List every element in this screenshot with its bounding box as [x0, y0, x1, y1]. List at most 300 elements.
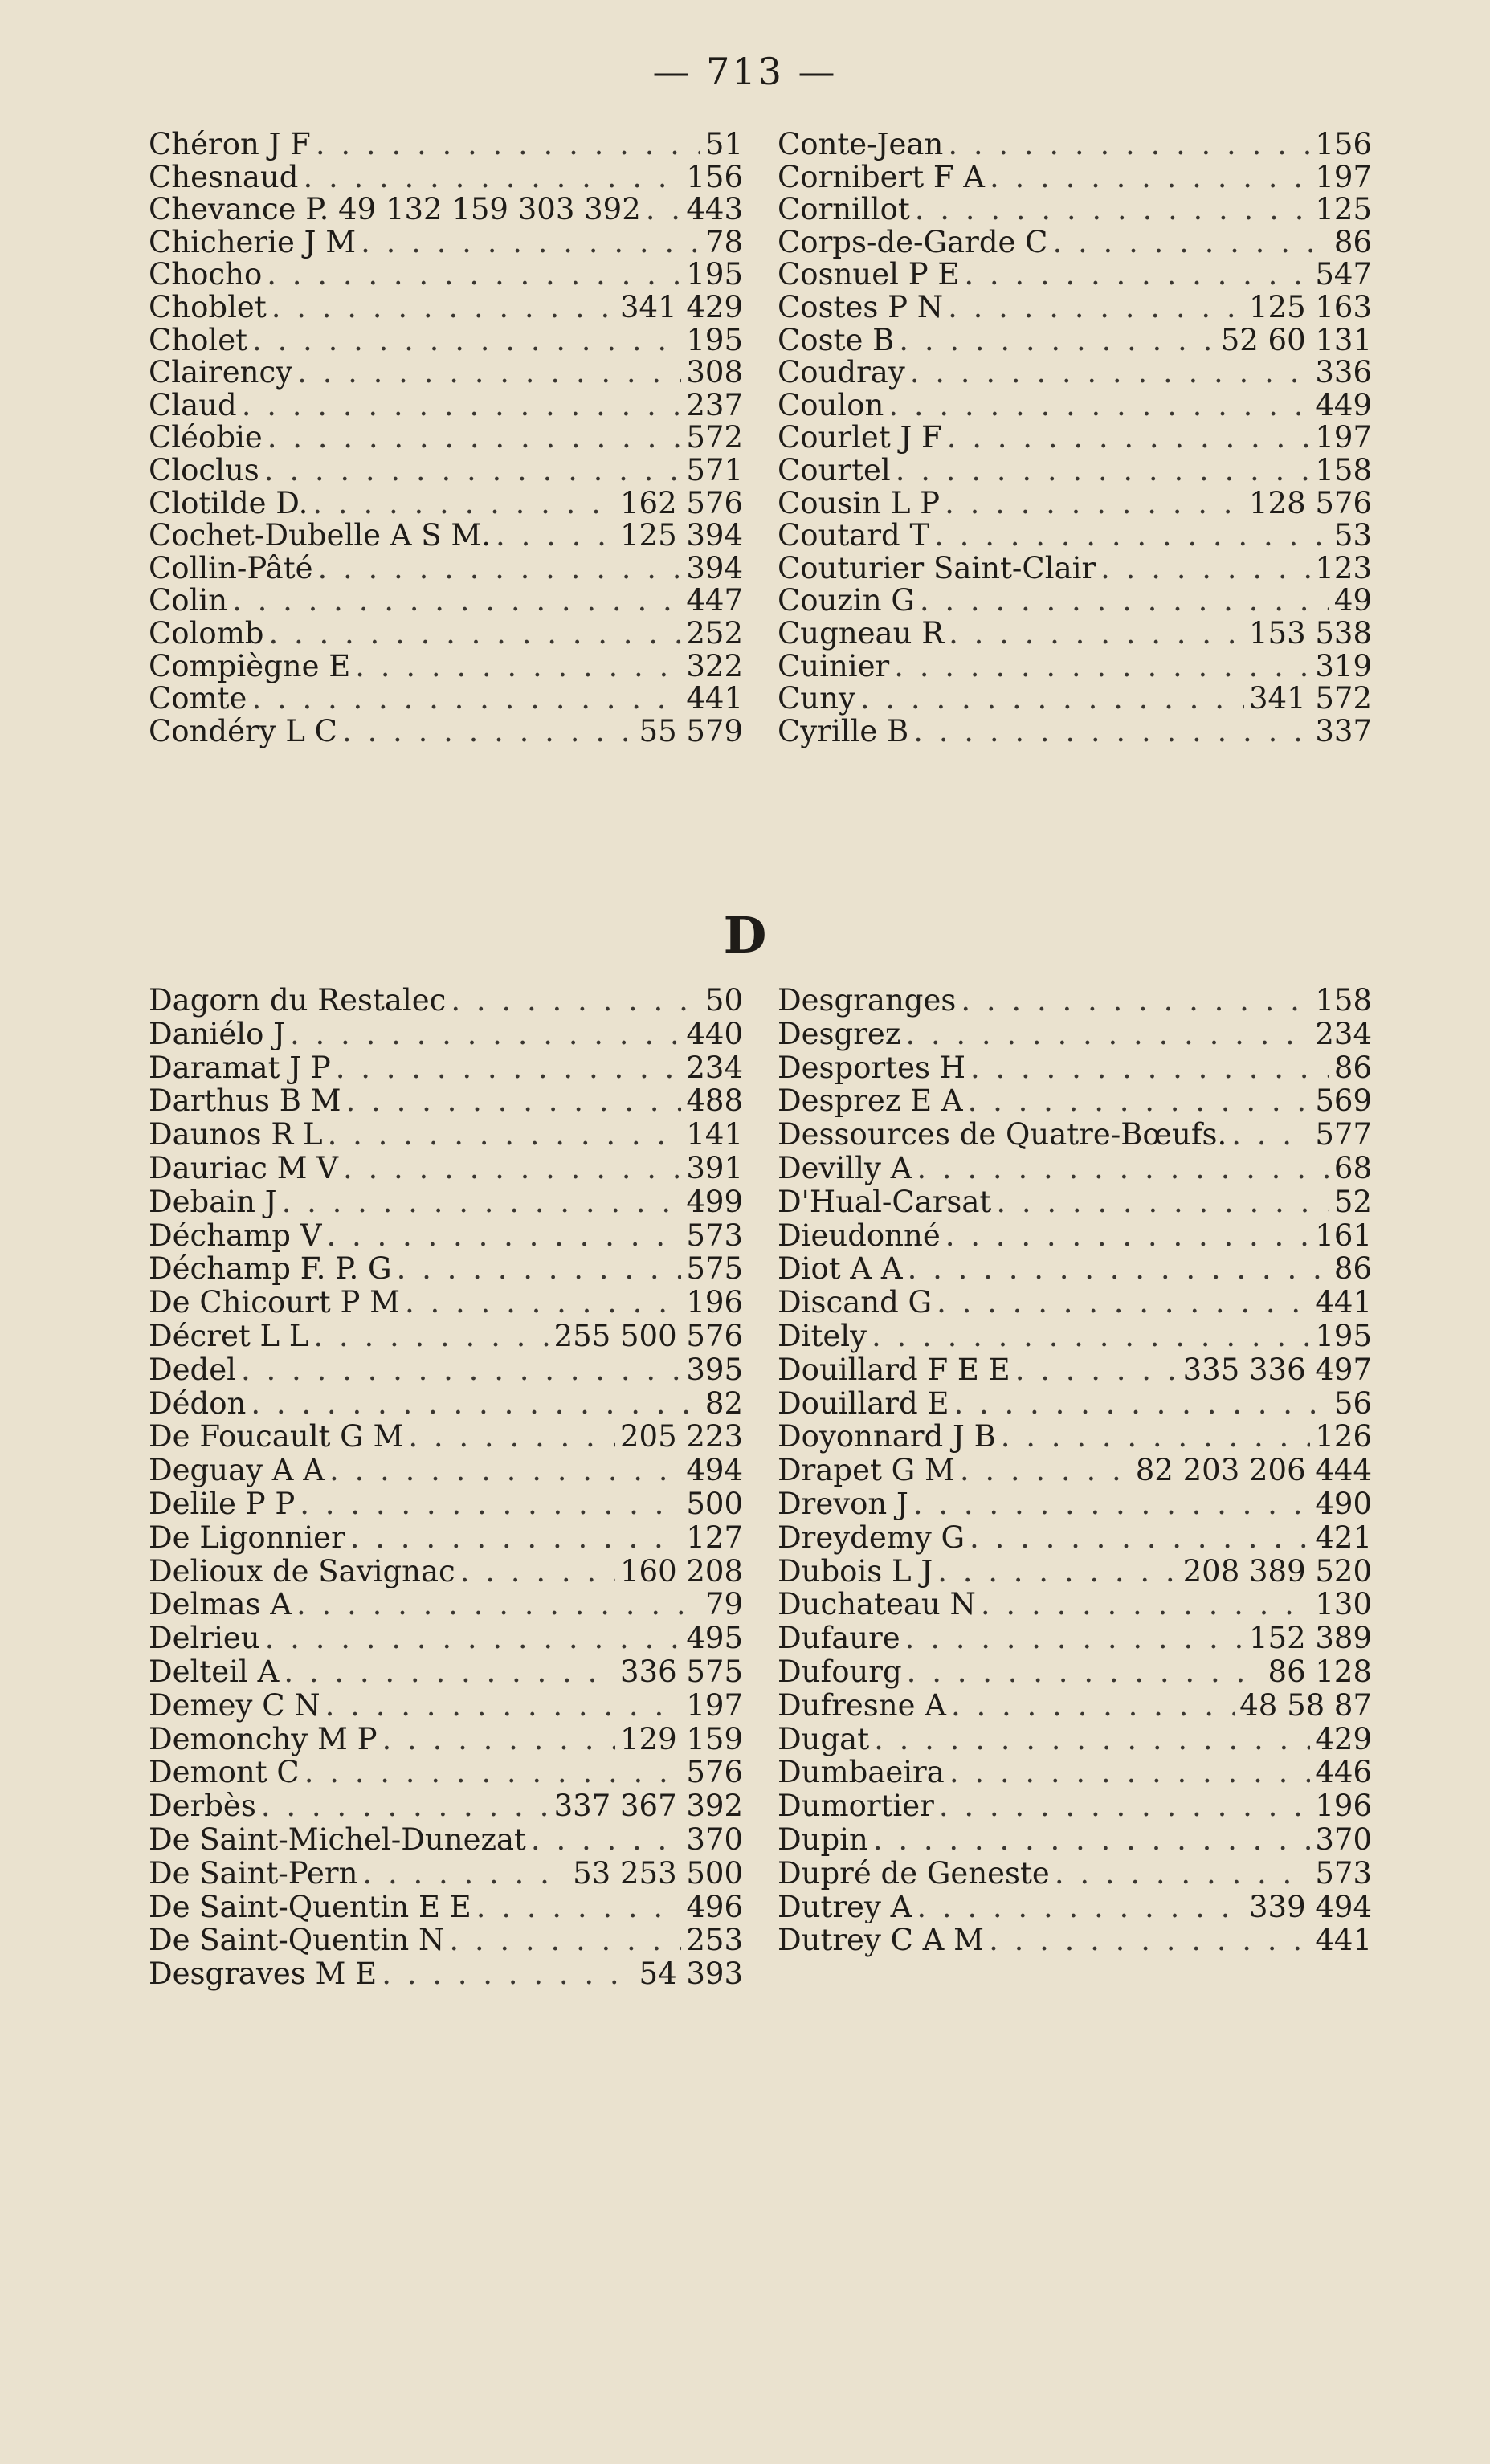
index-entry	[149, 487, 743, 520]
dot-leader	[350, 1521, 682, 1555]
dot-leader	[449, 1923, 681, 1957]
entry-pages: 152 389	[1248, 1622, 1372, 1655]
index-entry	[778, 1252, 1372, 1286]
dot-leader	[970, 1521, 1310, 1555]
entry-name: Cuinier	[778, 650, 890, 683]
dot-leader	[872, 1320, 1310, 1353]
index-entry	[149, 1823, 743, 1857]
entry-pages: 197	[686, 1688, 743, 1723]
dot-leader	[913, 716, 1310, 749]
entry-name: Desportes H	[778, 1050, 965, 1085]
entry-pages: 78	[704, 226, 743, 259]
index-entry	[149, 357, 743, 390]
dot-leader	[907, 1655, 1263, 1689]
dot-leader	[908, 1252, 1329, 1286]
index-entry	[149, 716, 743, 749]
entry-pages: 252	[686, 617, 743, 651]
entry-pages: 197	[1315, 161, 1372, 194]
index-entry	[149, 1084, 743, 1118]
entry-name: Dufourg	[778, 1654, 902, 1689]
dot-leader	[916, 1152, 1329, 1185]
index-entry	[778, 194, 1372, 226]
entry-pages: 127	[686, 1520, 743, 1555]
index-entry	[149, 585, 743, 618]
index-entry	[778, 226, 1372, 259]
entry-name: Discand G	[778, 1286, 933, 1320]
dot-leader	[496, 520, 615, 553]
entry-pages: 197	[1315, 422, 1372, 455]
dot-leader	[405, 1286, 681, 1320]
index-entry	[778, 1857, 1372, 1891]
index-entry	[778, 1487, 1372, 1521]
entry-pages: 128 576	[1248, 487, 1372, 520]
index-entry	[778, 1655, 1372, 1689]
entry-pages: 341 429	[619, 291, 743, 324]
section-letter: D	[723, 906, 767, 965]
dot-leader	[325, 1689, 682, 1723]
dot-leader	[397, 1252, 682, 1286]
dot-leader	[268, 618, 681, 651]
index-entry	[149, 1622, 743, 1655]
dot-leader	[313, 1320, 549, 1353]
entry-name: Déchamp F. P. G	[149, 1252, 392, 1287]
entry-pages: 54 393	[639, 1957, 743, 1991]
dot-leader	[361, 226, 700, 259]
entry-pages: 496	[686, 1890, 743, 1924]
dot-leader	[945, 1219, 1311, 1253]
entry-name: Chesnaud	[149, 161, 299, 194]
entry-pages: 441	[1315, 1923, 1372, 1958]
index-entry	[778, 1588, 1372, 1622]
dot-leader	[382, 1723, 615, 1756]
entry-pages: 569	[1315, 1084, 1372, 1119]
entry-name: Coutard T	[778, 520, 930, 553]
index-entry	[149, 1756, 743, 1789]
entry-name: Dumortier	[778, 1789, 934, 1823]
entry-name: Douillard E	[778, 1386, 949, 1421]
dot-leader	[970, 1051, 1329, 1085]
entry-name: Chéron J F	[149, 129, 311, 161]
dot-leader	[408, 1420, 615, 1454]
entry-name: Delioux de Savignac	[149, 1554, 455, 1589]
entry-pages: 370	[686, 1822, 743, 1857]
index-entry	[149, 1118, 743, 1152]
dot-leader	[961, 984, 1310, 1018]
entry-name: Derbès	[149, 1789, 256, 1823]
index-entry	[149, 1387, 743, 1421]
entry-pages: 56	[1333, 1386, 1372, 1421]
dot-leader	[916, 1891, 1244, 1924]
entry-pages: 125	[1315, 194, 1372, 226]
dot-leader	[317, 553, 681, 585]
entry-name: Desgrez	[778, 1017, 901, 1051]
entry-pages: 577	[1315, 1118, 1372, 1152]
entry-name: Delteil A	[149, 1654, 280, 1689]
entry-name: Daramat J P	[149, 1050, 331, 1085]
entry-pages: 441	[686, 683, 743, 716]
entry-name: Costes P N	[778, 291, 944, 324]
entry-pages: 494	[686, 1454, 743, 1487]
entry-name: Dauriac M V	[149, 1151, 338, 1185]
entry-name: Dumbaeira	[778, 1756, 945, 1790]
entry-name: De Chicourt P M	[149, 1286, 400, 1320]
entry-name: Couzin G	[778, 585, 915, 618]
dot-leader	[232, 585, 681, 618]
entry-pages: 335 336 497	[1182, 1352, 1372, 1387]
index-entry	[778, 357, 1372, 390]
entry-pages: 337	[1315, 715, 1372, 749]
dot-leader	[328, 1118, 682, 1152]
index-entry	[149, 683, 743, 716]
index-entry	[149, 1555, 743, 1589]
entry-name: Comte	[149, 683, 247, 716]
entry-pages: 195	[1315, 1319, 1372, 1353]
dot-leader	[271, 292, 615, 324]
dot-leader	[303, 161, 681, 194]
index-entry	[149, 618, 743, 651]
index-entry	[149, 1185, 743, 1219]
entry-pages: 86 128	[1268, 1654, 1372, 1689]
entry-pages: 86	[1333, 1252, 1372, 1287]
entry-pages: 336 575	[619, 1654, 743, 1689]
entry-pages: 488	[686, 1084, 743, 1119]
entry-name: Compiègne E	[149, 650, 351, 683]
index-entry	[778, 1555, 1372, 1589]
entry-pages: 52	[1333, 1185, 1372, 1219]
dot-leader	[905, 1018, 1310, 1051]
index-entry	[778, 1454, 1372, 1487]
index-entry	[778, 683, 1372, 716]
dot-leader	[304, 1756, 682, 1789]
entry-name: Déchamp V	[149, 1218, 322, 1253]
entry-pages: 573	[1315, 1856, 1372, 1891]
entry-name: Collin-Pâté	[149, 552, 313, 585]
index-entry	[778, 324, 1372, 357]
dot-leader	[964, 259, 1310, 292]
dot-leader	[336, 1051, 682, 1085]
index-entry	[778, 1387, 1372, 1421]
entry-pages: 82	[704, 1386, 743, 1421]
entry-name: De Saint-Quentin N	[149, 1923, 445, 1958]
dot-leader	[646, 194, 682, 226]
dot-leader	[860, 683, 1244, 716]
entry-pages: 162 576	[619, 487, 743, 520]
dot-leader	[949, 1756, 1311, 1789]
index-entry	[778, 618, 1372, 651]
index-entry	[778, 422, 1372, 455]
entry-pages: 575	[686, 1252, 743, 1287]
entry-name: De Saint-Pern	[149, 1856, 358, 1891]
index-entry	[778, 1789, 1372, 1823]
index-entry	[778, 1018, 1372, 1051]
entry-name: Doyonnard J B	[778, 1420, 996, 1454]
dot-leader	[910, 357, 1311, 390]
entry-pages: 195	[686, 324, 743, 357]
entry-name: Daniélo J	[149, 1017, 285, 1051]
entry-pages: 449	[1315, 389, 1372, 422]
entry-pages: 443	[686, 194, 743, 226]
entry-name: Daunos R L	[149, 1118, 323, 1152]
entry-pages: 49	[1333, 585, 1372, 618]
entry-name: Dédon	[149, 1386, 247, 1421]
dot-leader	[934, 520, 1329, 553]
dot-leader	[460, 1555, 615, 1589]
entry-pages: 158	[1315, 984, 1372, 1018]
dot-leader	[1055, 1857, 1311, 1891]
entry-pages: 205 223	[619, 1420, 743, 1454]
entry-name: Deguay A A	[149, 1454, 325, 1487]
index-entry	[778, 1118, 1372, 1152]
entry-pages: 86	[1333, 226, 1372, 259]
dot-leader	[945, 487, 1244, 520]
dot-leader	[261, 1789, 549, 1823]
dot-leader	[873, 1823, 1311, 1857]
entry-pages: 395	[686, 1352, 743, 1387]
index-entry	[149, 161, 743, 194]
entry-pages: 156	[1315, 129, 1372, 161]
index-entry	[778, 1823, 1372, 1857]
entry-pages: 196	[686, 1286, 743, 1320]
dot-leader	[265, 1622, 682, 1655]
entry-name: Desgraves M E	[149, 1957, 378, 1991]
dot-leader	[968, 1084, 1311, 1118]
entry-pages: 499	[686, 1185, 743, 1219]
dot-leader	[346, 1084, 682, 1118]
dot-leader	[343, 1152, 681, 1185]
entry-name: Darthus B M	[149, 1084, 341, 1119]
index-entry	[778, 1185, 1372, 1219]
entry-name: Dagorn du Restalec	[149, 984, 447, 1018]
entry-pages: 547	[1315, 259, 1372, 292]
dot-leader	[953, 1387, 1329, 1421]
dot-leader	[948, 292, 1244, 324]
entry-pages: 195	[686, 259, 743, 292]
entry-pages: 337 367 392	[553, 1789, 743, 1823]
index-entry	[149, 1857, 743, 1891]
index-entry	[778, 1891, 1372, 1924]
dot-leader	[355, 651, 681, 683]
entry-name: Debain J	[149, 1185, 277, 1219]
entry-name: Douillard F E E	[778, 1352, 1010, 1387]
dot-leader	[1001, 1420, 1311, 1454]
entry-name: Dufaure	[778, 1622, 900, 1655]
index-entry	[149, 1286, 743, 1320]
index-entry	[149, 1521, 743, 1555]
entry-name: Dutrey C A M	[778, 1923, 985, 1958]
entry-name: Dieudonné	[778, 1218, 941, 1253]
entry-name: Drapet G M	[778, 1454, 955, 1487]
index-entry	[149, 1891, 743, 1924]
dot-leader	[996, 1185, 1329, 1219]
index-entry	[149, 1219, 743, 1253]
entry-name: Desgranges	[778, 984, 957, 1018]
index-entry	[778, 1152, 1372, 1185]
entry-pages: 130	[1315, 1588, 1372, 1622]
index-entry	[778, 1420, 1372, 1454]
dot-leader	[284, 1655, 615, 1689]
dot-leader	[476, 1891, 682, 1924]
entry-name: Clotilde D.	[149, 487, 308, 520]
index-entry	[778, 1723, 1372, 1756]
entry-pages: 53 253 500	[573, 1856, 743, 1891]
entry-pages: 308	[686, 357, 743, 390]
dot-leader	[960, 1454, 1131, 1487]
entry-pages: 79	[704, 1588, 743, 1622]
entry-name: Duchateau N	[778, 1588, 976, 1622]
index-entry	[149, 1487, 743, 1521]
entry-pages: 500	[686, 1487, 743, 1521]
index-column-d-left	[149, 984, 743, 1991]
entry-pages: 429	[1315, 1722, 1372, 1756]
entry-name: Diot A A	[778, 1252, 903, 1287]
dot-leader	[1015, 1353, 1178, 1387]
entry-pages: 129 159	[619, 1722, 743, 1756]
entry-name: Cousin L P	[778, 487, 941, 520]
entry-pages: 160 208	[619, 1554, 743, 1589]
dot-leader	[948, 129, 1310, 161]
dot-leader	[251, 1387, 700, 1421]
entry-name: Devilly A	[778, 1151, 912, 1185]
dot-leader	[920, 585, 1329, 618]
dot-leader	[326, 1219, 681, 1253]
entry-name: Demey C N	[149, 1688, 320, 1723]
dot-leader	[251, 683, 681, 716]
dot-leader	[342, 716, 635, 749]
dot-leader	[267, 259, 681, 292]
entry-pages: 82 203 206 444	[1135, 1454, 1372, 1487]
entry-pages: 126	[1315, 1420, 1372, 1454]
entry-pages: 68	[1333, 1151, 1372, 1185]
index-entry	[149, 1320, 743, 1353]
index-entry	[149, 292, 743, 324]
index-entry	[149, 1018, 743, 1051]
dot-leader	[290, 1018, 681, 1051]
index-entry	[778, 1521, 1372, 1555]
entry-name: Coste B	[778, 324, 895, 357]
entry-name: Dutrey A	[778, 1890, 912, 1924]
entry-name: Dupin	[778, 1822, 868, 1857]
entry-name: Ditely	[778, 1319, 867, 1353]
dot-leader	[382, 1957, 634, 1991]
entry-name: Demont C	[149, 1756, 300, 1790]
entry-name: Coulon	[778, 389, 884, 422]
entry-pages: 394	[686, 552, 743, 585]
entry-pages: 234	[1315, 1017, 1372, 1051]
entry-name: Cléobie	[149, 422, 263, 455]
index-entry	[778, 1689, 1372, 1723]
index-entry	[149, 1957, 743, 1991]
index-entry	[149, 1252, 743, 1286]
dot-leader	[913, 1487, 1311, 1521]
index-entry	[149, 1454, 743, 1487]
dot-leader	[951, 1689, 1235, 1723]
dot-leader	[267, 422, 682, 455]
dot-leader	[264, 455, 682, 487]
entry-name: De Foucault G M	[149, 1420, 404, 1454]
entry-name: Dubois L J	[778, 1554, 933, 1589]
index-entry	[149, 553, 743, 585]
entry-pages: 370	[1315, 1822, 1372, 1857]
entry-pages: 576	[686, 1756, 743, 1790]
dot-leader	[329, 1454, 681, 1487]
entry-pages: 495	[686, 1622, 743, 1655]
dot-leader	[990, 161, 1310, 194]
index-entry	[149, 1789, 743, 1823]
index-entry	[149, 422, 743, 455]
index-entry	[149, 984, 743, 1018]
index-entry	[149, 259, 743, 292]
entry-pages: 52 60 131	[1220, 324, 1372, 357]
entry-pages: 490	[1315, 1487, 1372, 1521]
entry-pages: 55 579	[639, 715, 743, 749]
entry-name: Courtel	[778, 454, 891, 487]
index-entry	[778, 1286, 1372, 1320]
entry-name: Corps-de-Garde C	[778, 226, 1048, 259]
entry-pages: 572	[686, 422, 743, 455]
dot-leader	[947, 422, 1311, 455]
dot-leader	[296, 1588, 700, 1622]
entry-name: Chicherie J M	[149, 226, 357, 259]
dot-leader	[939, 1789, 1311, 1823]
index-entry	[149, 1923, 743, 1957]
dot-leader	[905, 1622, 1244, 1655]
entry-name: Couturier Saint-Clair	[778, 552, 1096, 585]
entry-name: Colin	[149, 585, 228, 618]
index-entry	[778, 455, 1372, 487]
index-entry	[778, 1923, 1372, 1957]
entry-pages: 161	[1315, 1218, 1372, 1253]
entry-name: Cugneau R	[778, 617, 945, 651]
entry-pages: 86	[1333, 1050, 1372, 1085]
index-entry	[149, 1689, 743, 1723]
entry-pages: 441	[1315, 1286, 1372, 1320]
entry-name: Drevon J	[778, 1487, 908, 1521]
dot-leader	[316, 129, 700, 161]
dot-leader	[451, 984, 700, 1018]
entry-name: Cosnuel P E	[778, 259, 960, 292]
dot-leader	[300, 1487, 681, 1521]
index-column-d-right	[778, 984, 1372, 1957]
index-entry	[778, 292, 1372, 324]
dot-leader	[282, 1185, 682, 1219]
index-entry	[778, 1084, 1372, 1118]
dot-leader	[241, 1353, 681, 1387]
index-entry	[149, 1588, 743, 1622]
entry-pages: 573	[686, 1218, 743, 1253]
entry-pages: 53	[1333, 520, 1372, 553]
index-entry	[778, 1622, 1372, 1655]
entry-name: Condéry L C	[149, 715, 337, 749]
index-entry	[778, 161, 1372, 194]
page-number: — 713 —	[652, 50, 838, 93]
dot-leader	[937, 1286, 1310, 1320]
entry-pages: 571	[686, 454, 743, 487]
entry-pages: 158	[1315, 454, 1372, 487]
entry-pages: 255 500 576	[553, 1319, 743, 1353]
entry-name: Claud	[149, 389, 237, 422]
index-entry	[778, 984, 1372, 1018]
dot-leader	[312, 487, 615, 520]
entry-pages: 237	[686, 389, 743, 422]
entry-name: Dupré de Geneste	[778, 1856, 1050, 1891]
index-entry	[149, 1051, 743, 1085]
dot-leader	[989, 1923, 1310, 1957]
dot-leader	[937, 1555, 1178, 1589]
index-entry	[149, 1655, 743, 1689]
dot-leader	[252, 324, 681, 357]
dot-leader	[362, 1857, 568, 1891]
dot-leader	[1231, 1118, 1310, 1152]
